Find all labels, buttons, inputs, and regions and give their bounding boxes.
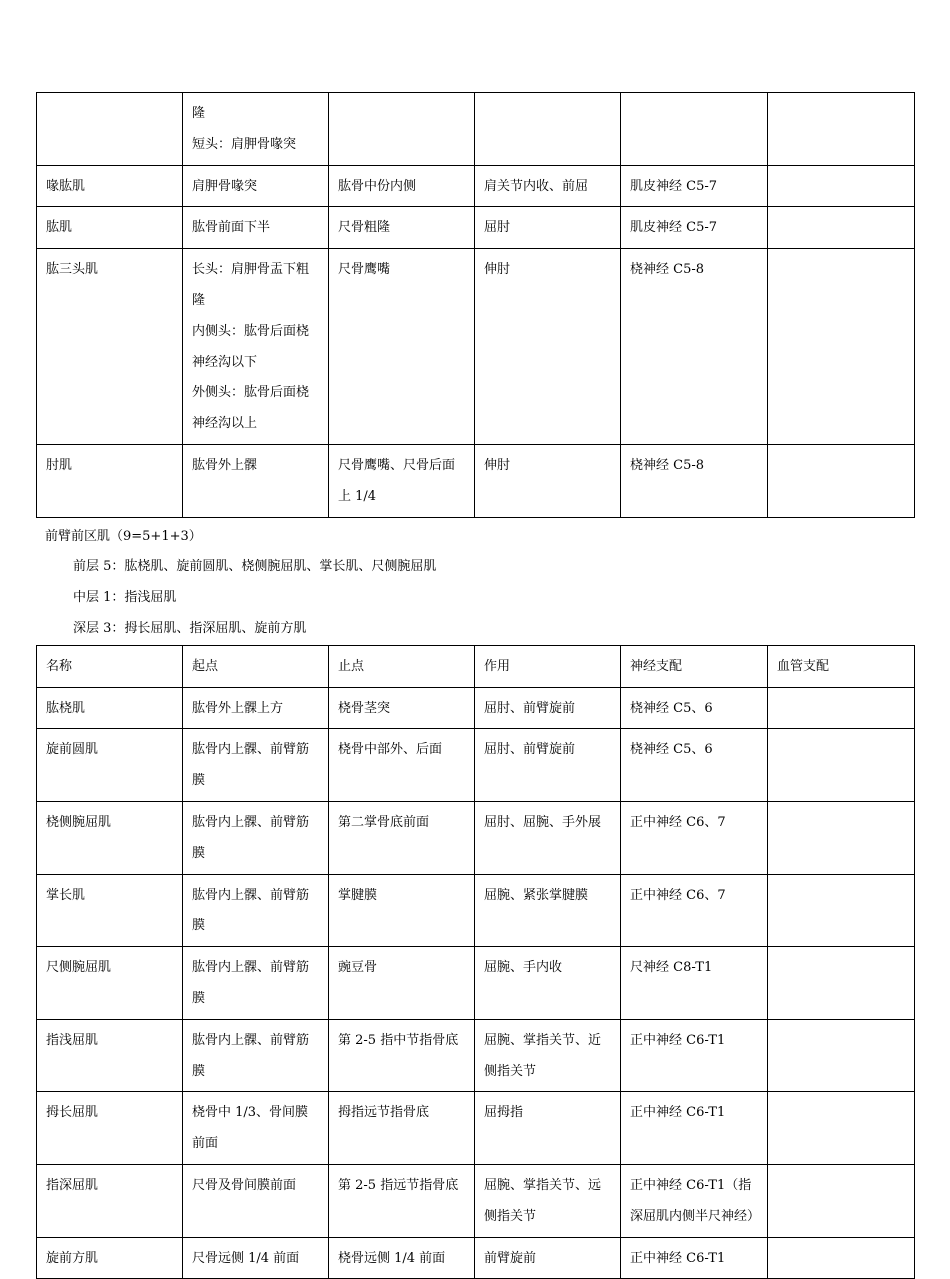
- cell-text: 隆 短头：肩胛骨喙突: [192, 106, 297, 152]
- table-cell: [768, 687, 915, 729]
- table-row: [37, 444, 915, 517]
- cell-text: 肱骨外上髁上方: [192, 700, 284, 716]
- table-row: [37, 687, 915, 729]
- table-cell: [475, 687, 621, 729]
- table-cell: [621, 1019, 768, 1092]
- cell-text: 旋前方肌: [46, 1250, 99, 1266]
- table-cell: [475, 1237, 621, 1279]
- cell-text: 指深屈肌: [46, 1177, 99, 1193]
- forearm-anterior-muscle-table-body: [37, 687, 915, 1279]
- table-cell: [768, 93, 915, 166]
- header-cell: 止点: [329, 645, 475, 687]
- table-cell: [768, 207, 915, 249]
- table-cell: [768, 1092, 915, 1165]
- table-cell: [621, 249, 768, 445]
- cell-text: 肱骨内上髁、前臂筋膜: [192, 887, 310, 934]
- table-cell: [768, 947, 915, 1020]
- table-cell: [329, 1237, 475, 1279]
- cell-text: 肱三头肌: [46, 262, 99, 278]
- upper-arm-muscle-table-body: [37, 93, 915, 518]
- table-cell: [475, 1164, 621, 1237]
- cell-text: 肱骨前面下半: [192, 220, 271, 236]
- cell-text: 拇指远节指骨底: [338, 1105, 430, 1121]
- table-cell: [475, 874, 621, 947]
- cell-text: 肌皮神经 C5-7: [630, 178, 718, 194]
- table-cell: [183, 444, 329, 517]
- cell-text: 正中神经 C6-T1: [630, 1105, 726, 1121]
- table-row: [37, 249, 915, 445]
- layer-deep-line: 深层 3：拇长屈肌、指深屈肌、旋前方肌: [73, 620, 307, 636]
- cell-text: 尺骨及骨间膜前面: [192, 1177, 297, 1193]
- cell-text: 指浅屈肌: [46, 1032, 99, 1048]
- cell-text: 肱骨内上髁、前臂筋膜: [192, 960, 310, 1006]
- cell-text: 第 2-5 指中节指骨底: [338, 1032, 459, 1048]
- table-cell: [768, 444, 915, 517]
- table-cell: [183, 165, 329, 207]
- cell-text: 肱桡肌: [46, 700, 86, 716]
- cell-text: 尺骨远侧 1/4 前面: [192, 1250, 300, 1266]
- header-cell: 血管支配: [768, 645, 915, 687]
- table-cell: [37, 801, 183, 874]
- table-row: [37, 801, 915, 874]
- table-cell: [768, 729, 915, 802]
- table-cell: [329, 729, 475, 802]
- table-cell: [329, 1092, 475, 1165]
- cell-text: 桡神经 C5、6: [630, 742, 713, 758]
- cell-text: 第二掌骨底前面: [338, 814, 430, 830]
- table-cell: [475, 444, 621, 517]
- table-cell: [183, 1019, 329, 1092]
- table-cell: [37, 729, 183, 802]
- table-row: [37, 1092, 915, 1165]
- table-cell: [329, 1164, 475, 1237]
- document-page: [36, 92, 914, 1279]
- table-cell: [183, 1164, 329, 1237]
- table-cell: [768, 1019, 915, 1092]
- cell-text: 掌腱膜: [338, 887, 378, 903]
- cell-text: 桡骨茎突: [338, 700, 391, 716]
- cell-text: 豌豆骨: [338, 960, 378, 976]
- cell-text: 肩胛骨喙突: [192, 178, 258, 194]
- table-cell: [329, 444, 475, 517]
- table-cell: [475, 93, 621, 166]
- table-cell: [37, 444, 183, 517]
- table-cell: [475, 1019, 621, 1092]
- table-cell: [183, 729, 329, 802]
- table-cell: [329, 874, 475, 947]
- table-cell: [329, 1019, 475, 1092]
- cell-text: 尺侧腕屈肌: [46, 960, 112, 976]
- table-cell: [621, 874, 768, 947]
- table-cell: [768, 1164, 915, 1237]
- table-cell: [768, 801, 915, 874]
- table-row: [37, 207, 915, 249]
- cell-text: 桡神经 C5-8: [630, 262, 705, 278]
- table-cell: [183, 874, 329, 947]
- cell-text: 肱骨内上髁、前臂筋膜: [192, 1032, 310, 1079]
- cell-text: 桡侧腕屈肌: [46, 814, 112, 830]
- cell-text: 屈肘、屈腕、手外展: [484, 814, 602, 830]
- table-cell: [183, 93, 329, 166]
- table-cell: [37, 687, 183, 729]
- table-cell: [475, 729, 621, 802]
- table-cell: [475, 249, 621, 445]
- cell-text: 正中神经 C6-T1: [630, 1032, 726, 1048]
- table-row: [37, 1019, 915, 1092]
- table-cell: [183, 801, 329, 874]
- cell-text: 屈拇指: [484, 1105, 524, 1121]
- table-cell: [37, 1019, 183, 1092]
- header-cell: 起点: [183, 645, 329, 687]
- table-cell: [329, 687, 475, 729]
- cell-text: 屈肘、前臂旋前: [484, 742, 576, 758]
- table-cell: [37, 93, 183, 166]
- cell-text: 掌长肌: [46, 887, 86, 903]
- table-cell: [183, 207, 329, 249]
- upper-arm-muscle-table: [36, 92, 915, 518]
- table-cell: [621, 444, 768, 517]
- layer-front-line: 前层 5：肱桡肌、旋前圆肌、桡侧腕屈肌、掌长肌、尺侧腕屈肌: [73, 559, 437, 575]
- cell-text: 长头：肩胛骨盂下粗隆 内侧头：肱骨后面桡神经沟以下 外侧头：肱骨后面桡神经沟以上: [192, 262, 310, 432]
- table-cell: [475, 165, 621, 207]
- cell-text: 尺骨鹰嘴: [338, 262, 391, 278]
- table-cell: [621, 729, 768, 802]
- header-cell: 作用: [475, 645, 621, 687]
- table-row: [37, 1164, 915, 1237]
- table-cell: [183, 687, 329, 729]
- cell-text: 正中神经 C6、7: [630, 887, 726, 903]
- table-cell: [621, 93, 768, 166]
- cell-text: 第 2-5 指远节指骨底: [338, 1177, 459, 1193]
- table-cell: [475, 801, 621, 874]
- cell-text: 屈腕、掌指关节、近侧指关节: [484, 1032, 602, 1079]
- cell-text: 桡神经 C5、6: [630, 700, 713, 716]
- table-cell: [621, 687, 768, 729]
- table-cell: [37, 165, 183, 207]
- table-cell: [768, 165, 915, 207]
- cell-text: 正中神经 C6、7: [630, 814, 726, 830]
- cell-text: 肩关节内收、前屈: [484, 178, 589, 194]
- table-cell: [183, 1092, 329, 1165]
- table-row: [37, 874, 915, 947]
- cell-text: 正中神经 C6-T1（指深屈肌内侧半尺神经）: [630, 1177, 761, 1224]
- cell-text: 正中神经 C6-T1: [630, 1250, 726, 1266]
- table-cell: [329, 947, 475, 1020]
- table-row: [37, 947, 915, 1020]
- table-cell: [37, 249, 183, 445]
- table-cell: [768, 874, 915, 947]
- header-cell: 神经支配: [621, 645, 768, 687]
- table-row: [37, 729, 915, 802]
- cell-text: 尺骨粗隆: [338, 220, 391, 236]
- cell-text: 肱骨内上髁、前臂筋膜: [192, 814, 310, 861]
- cell-text: 肱骨中份内侧: [338, 178, 417, 194]
- table-cell: [768, 249, 915, 445]
- table-cell: [621, 1237, 768, 1279]
- table-cell: [183, 249, 329, 445]
- cell-text: 屈腕、手内收: [484, 960, 563, 976]
- cell-text: 伸肘: [484, 262, 511, 278]
- table-cell: [37, 1164, 183, 1237]
- table-row: [37, 1237, 915, 1279]
- table-header-row: [37, 645, 915, 687]
- cell-text: 尺骨鹰嘴、尺骨后面上 1/4: [338, 457, 456, 504]
- cell-text: 桡神经 C5-8: [630, 457, 705, 473]
- cell-text: 肘肌: [46, 457, 73, 473]
- table-cell: [329, 93, 475, 166]
- table-cell: [37, 947, 183, 1020]
- table-cell: [183, 947, 329, 1020]
- table-cell: [621, 947, 768, 1020]
- table-cell: [621, 207, 768, 249]
- cell-text: 肱骨外上髁: [192, 457, 258, 473]
- layer-middle-line: 中层 1：指浅屈肌: [73, 590, 177, 606]
- table-cell: [621, 1164, 768, 1237]
- table-cell: [329, 801, 475, 874]
- cell-text: 肱骨内上髁、前臂筋膜: [192, 742, 310, 789]
- cell-text: 拇长屈肌: [46, 1105, 99, 1121]
- table-cell: [621, 1092, 768, 1165]
- cell-text: 桡骨远侧 1/4 前面: [338, 1250, 446, 1266]
- cell-text: 桡骨中 1/3、骨间膜前面: [192, 1105, 309, 1152]
- cell-text: 屈腕、掌指关节、远侧指关节: [484, 1177, 602, 1224]
- table-cell: [475, 207, 621, 249]
- cell-text: 肌皮神经 C5-7: [630, 220, 718, 236]
- cell-text: 旋前圆肌: [46, 742, 99, 758]
- table-cell: [329, 249, 475, 445]
- forearm-anterior-muscle-table: [36, 645, 915, 1279]
- cell-text: 屈肘、前臂旋前: [484, 700, 576, 716]
- section-heading: 前臂前区肌（9=5+1+3）: [45, 528, 202, 544]
- cell-text: 屈肘: [484, 220, 511, 236]
- table-cell: [621, 801, 768, 874]
- table-cell: [37, 1237, 183, 1279]
- table-cell: [37, 874, 183, 947]
- table-cell: [768, 1237, 915, 1279]
- table-row: [37, 165, 915, 207]
- cell-text: 尺神经 C8-T1: [630, 960, 713, 976]
- table-cell: [475, 1092, 621, 1165]
- cell-text: 肱肌: [46, 220, 73, 236]
- table-cell: [37, 1092, 183, 1165]
- table-cell: [475, 947, 621, 1020]
- cell-text: 屈腕、紧张掌腱膜: [484, 887, 589, 903]
- table-row: [37, 93, 915, 166]
- table-cell: [183, 1237, 329, 1279]
- table-cell: [37, 207, 183, 249]
- cell-text: 伸肘: [484, 457, 511, 473]
- cell-text: 喙肱肌: [46, 178, 86, 194]
- table-cell: [329, 207, 475, 249]
- cell-text: 前臂旋前: [484, 1250, 537, 1266]
- table-cell: [621, 165, 768, 207]
- header-cell: 名称: [37, 645, 183, 687]
- table-cell: [329, 165, 475, 207]
- cell-text: 桡骨中部外、后面: [338, 742, 443, 758]
